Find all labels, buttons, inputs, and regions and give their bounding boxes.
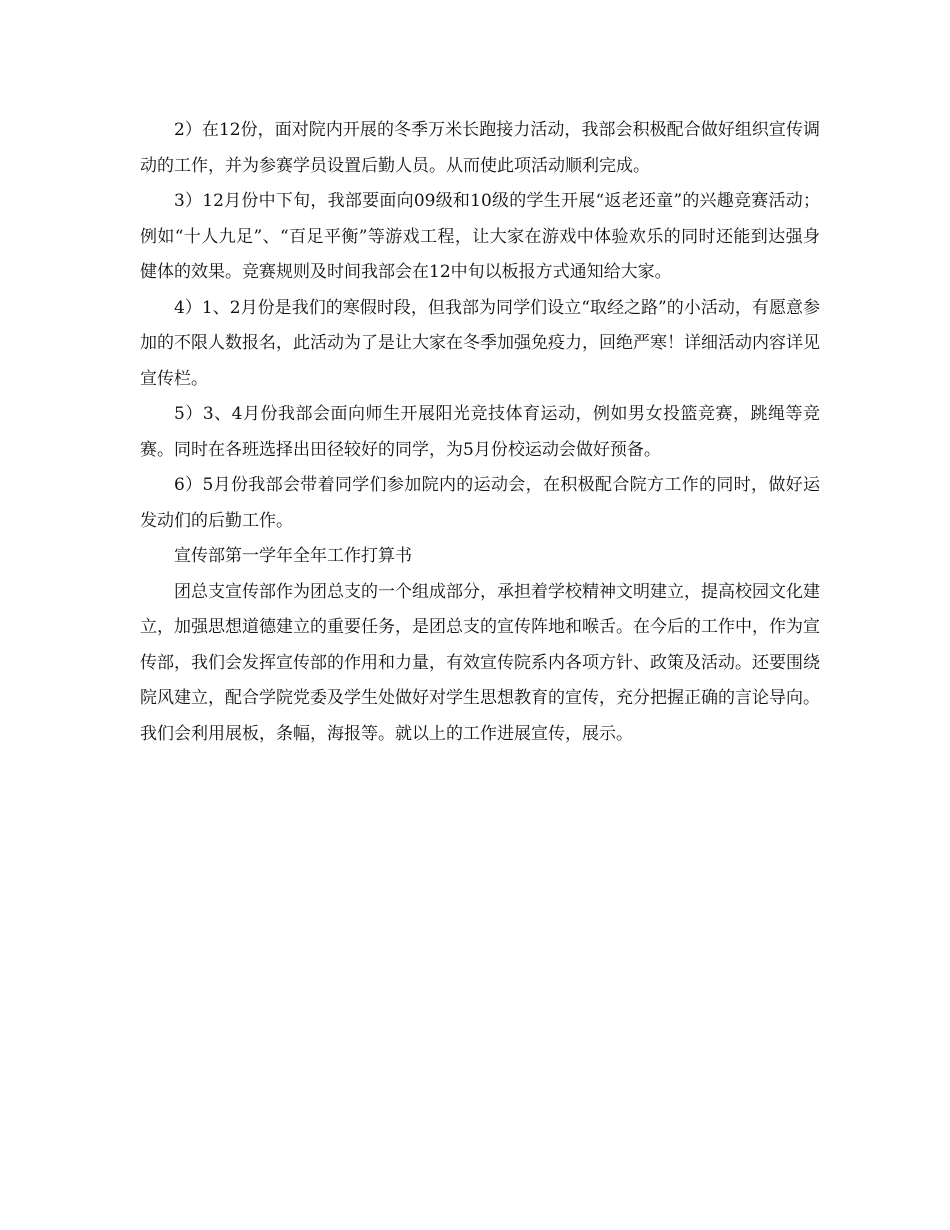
paragraph-item-3: 3）12月份中下旬，我部要面向09级和10级的学生开展“返老还童”的兴趣竞赛活动；例如“十人九足”、“百足平衡”等游戏工程，让大家在游戏中体验欢乐的同时还能到达强身健体的效果。竞赛规则及时间我部会在12中旬以板报方式通知给大家。 [140,191,820,282]
section-heading: 宣传部第一学年全年工作打算书 [174,546,412,566]
document-body [140,113,820,752]
paragraph-item-5: 5）3、4月份我部会面向师生开展阳光竞技体育运动，例如男女投篮竞赛，跳绳等竞赛。同时在各班选择出田径较好的同学，为5月份校运动会做好预备。 [140,404,820,460]
intro-paragraph: 团总支宣传部作为团总支的一个组成部分，承担着学校精神文明建立，提高校园文化建立，加强思想道德建立的重要任务，是团总支的宣传阵地和喉舌。在今后的工作中，作为宣传部，我们会发挥宣传部的作用和力量，有效宣传院系内各项方针、政策及活动。还要围绕院风建立，配合学院党委及学生处做好对学生思想教育的宣传，充分把握正确的言论导向。我们会利用展板，条幅，海报等。就以上的工作进展宣传，展示。 [140,581,820,744]
paragraph-item-6: 6）5月份我部会带着同学们参加院内的运动会，在积极配合院方工作的同时，做好运发动们的后勤工作。 [140,475,820,531]
paragraph-item-2: 2）在12份，面对院内开展的冬季万米长跑接力活动，我部会积极配合做好组织宣传调动的工作，并为参赛学员设置后勤人员。从而使此项活动顺利完成。 [140,120,820,176]
paragraph-item-4: 4）1、2月份是我们的寒假时段，但我部为同学们设立“取经之路”的小活动，有愿意参加的不限人数报名，此活动为了是让大家在冬季加强免疫力，回绝严寒！详细活动内容详见宣传栏。 [140,297,820,389]
